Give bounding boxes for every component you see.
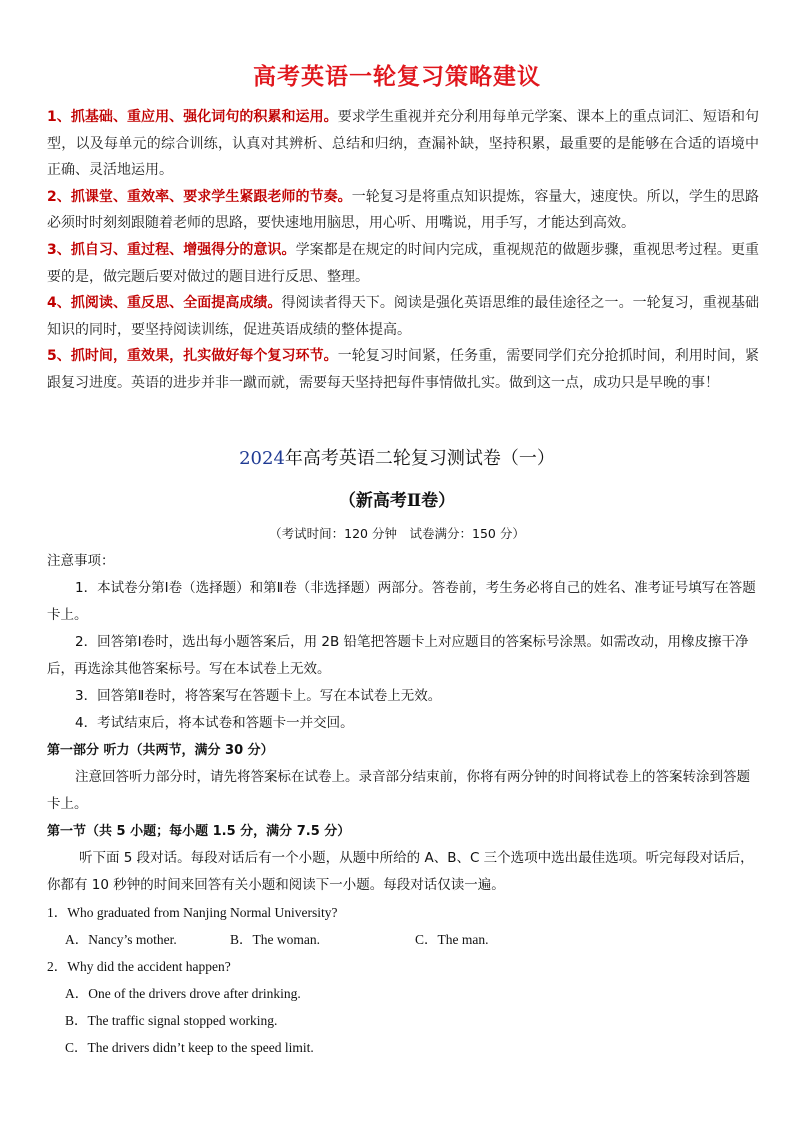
question-2-option-a: A．One of the drivers drove after drinking. [65, 986, 301, 1001]
tip-4-text: 得阅读者得天下。阅读是强化英语思维的最佳途径之一。一轮复习，重视基础知识的同时，要坚持阅读训练，促进英语成绩的整体提高。 [47, 295, 759, 338]
exam-title [0, 444, 794, 470]
note-item: 3．回答第Ⅱ卷时，将答案写在答题卡上。写在本试卷上无效。 [75, 688, 442, 704]
tip-3 [47, 237, 759, 290]
question-2-stem: 2．Why did the accident happen? [47, 959, 231, 974]
strategy-tips [47, 104, 759, 397]
question-2-option-b: B．The traffic signal stopped working. [65, 1013, 278, 1028]
part1-intro: 注意回答听力部分时，请先将答案标在试卷上。录音部分结束前，你将有两分钟的时间将试卷上的答案转涂到答题卡上。 [47, 769, 750, 812]
tip-3-text: 学案都是在规定的时间内完成，重视规范的做题步骤，重视思考过程。更重要的是，做完题后要对做过的题目进行反思、整理。 [47, 241, 760, 285]
exam-year: 2024 [239, 448, 285, 469]
tip-2 [47, 184, 759, 237]
notes-heading: 注意事项： [47, 553, 115, 569]
tip-1-highlight: 1、抓基础、重应用、强化词句的积累和运用。 [47, 109, 338, 125]
tip-4-highlight: 4、抓阅读、重反思、全面提高成绩。 [47, 295, 282, 312]
tip-3-highlight: 3、抓自习、重过程、增强得分的意识。 [47, 241, 296, 258]
tip-5-highlight: 5、抓时间，重效果，扎实做好每个复习环节。 [47, 348, 338, 365]
question-2-option-c: C．The drivers didn’t keep to the speed limit. [65, 1040, 314, 1055]
tip-2-highlight: 2、抓课堂、重效率、要求学生紧跟老师的节奏。 [47, 188, 352, 205]
section1-intro: 听下面 5 段对话。每段对话后有一个小题，从题中所给的 A、B、C 三个选项中选出最佳选项。听完每段对话后，你都有 10 秒钟的时间来回答有关小题和阅读下一小题。每段对话仅读一遍。 [47, 850, 754, 893]
exam-body [47, 548, 759, 1061]
exam-title-text: 年高考英语二轮复习测试卷（一） [284, 448, 555, 469]
tip-2-text: 一轮复习是将重点知识提炼，容量大，速度快。所以，学生的思路必须时时刻刻跟随着老师的思路，要快速地用脑思，用心听、用嘴说，用手写，才能达到高效。 [47, 188, 759, 232]
question-1-option-a: A．Nancy’s mother. [65, 932, 177, 947]
question-1-options [47, 926, 759, 953]
exam-time-info: （考试时间：120 分钟 试卷满分：150 分） [269, 526, 525, 541]
tip-5 [47, 343, 759, 396]
section1-heading: 第一节（共 5 小题；每小题 1.5 分，满分 7.5 分） [47, 824, 351, 839]
page-title: 高考英语一轮复习策略建议 [253, 64, 541, 90]
question-1-stem: 1．Who graduated from Nanjing Normal University? [47, 905, 338, 920]
question-1-option-c: C．The man. [415, 932, 489, 947]
tip-1-text: 要求学生重视并充分利用每单元学案、课本上的重点词汇、短语和句型，以及每单元的综合训练，认真对其辨析、总结和归纳，查漏补缺，坚持积累，最重要的是能够在合适的语境中正确、灵活地运用。 [47, 109, 759, 179]
question-1-option-b: B．The woman. [230, 932, 320, 947]
part1-heading: 第一部分 听力（共两节，满分 30 分） [47, 743, 274, 758]
note-item: 1．本试卷分第Ⅰ卷（选择题）和第Ⅱ卷（非选择题）两部分。答卷前，考生务必将自己的姓名、准考证号填写在答题卡上。 [47, 580, 756, 623]
tip-5-text: 一轮复习时间紧，任务重，需要同学们充分抢抓时间，利用时间，紧跟复习进度。英语的进步并非一蹴而就，需要每天坚持把每件事情做扎实。做到这一点，成功只是早晚的事！ [47, 348, 759, 391]
note-item: 4．考试结束后，将本试卷和答题卡一并交回。 [75, 715, 354, 731]
tip-1 [47, 104, 759, 184]
note-item: 2．回答第Ⅰ卷时，选出每小题答案后，用 2B 铅笔把答题卡上对应题目的答案标号涂黑。如需改动，用橡皮擦干净后，再选涂其他答案标号。写在本试卷上无效。 [47, 634, 749, 677]
tip-4 [47, 290, 759, 343]
exam-subtitle: （新高考Ⅱ卷） [338, 491, 456, 511]
